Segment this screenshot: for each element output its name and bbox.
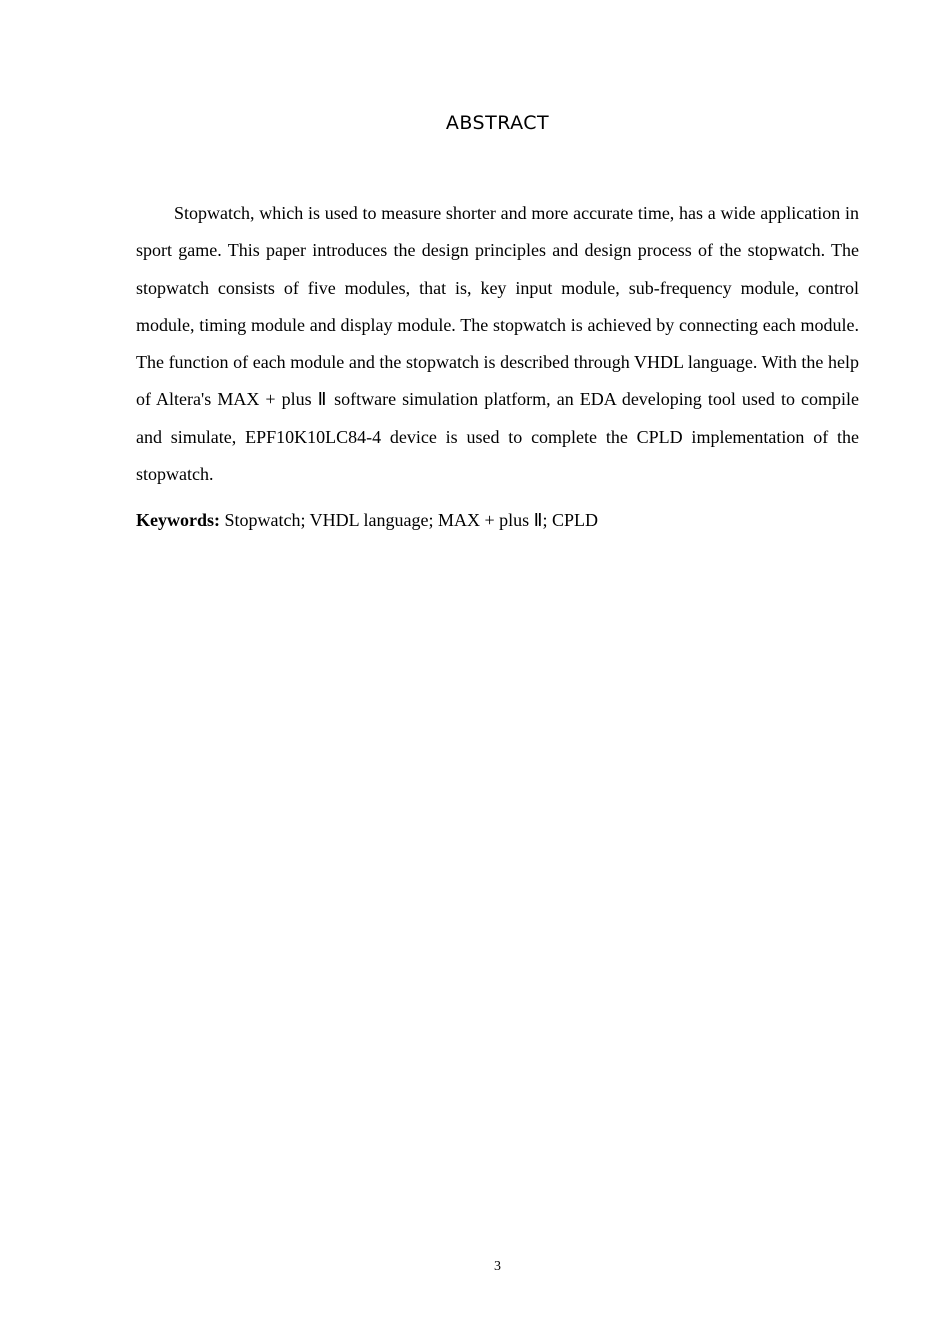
keywords-label: Keywords:: [136, 510, 220, 530]
abstract-title: ABSTRACT: [445, 112, 550, 134]
abstract-paragraph: Stopwatch, which is used to measure shorter and more accurate time, has a wide application in sport game. This paper introduces the design principles and design process of the stopwatch. The stopwatch consists of five modules, that is, key input module, sub-frequency module, control module, timing module and display module. The stopwatch is achieved by connecting each module. The function of each module and the stopwatch is described through VHDL language. With the help of Altera's MAX + plus Ⅱ software simulation platform, an EDA developing tool used to compile and simulate, EPF10K10LC84-4 device is used to complete the CPLD implementation of the stopwatch.: [136, 203, 859, 485]
page-number: 3: [494, 1259, 501, 1274]
keywords-line: [136, 506, 859, 534]
keywords-text: Stopwatch; VHDL language; MAX + plus Ⅱ; CPLD: [220, 510, 598, 530]
